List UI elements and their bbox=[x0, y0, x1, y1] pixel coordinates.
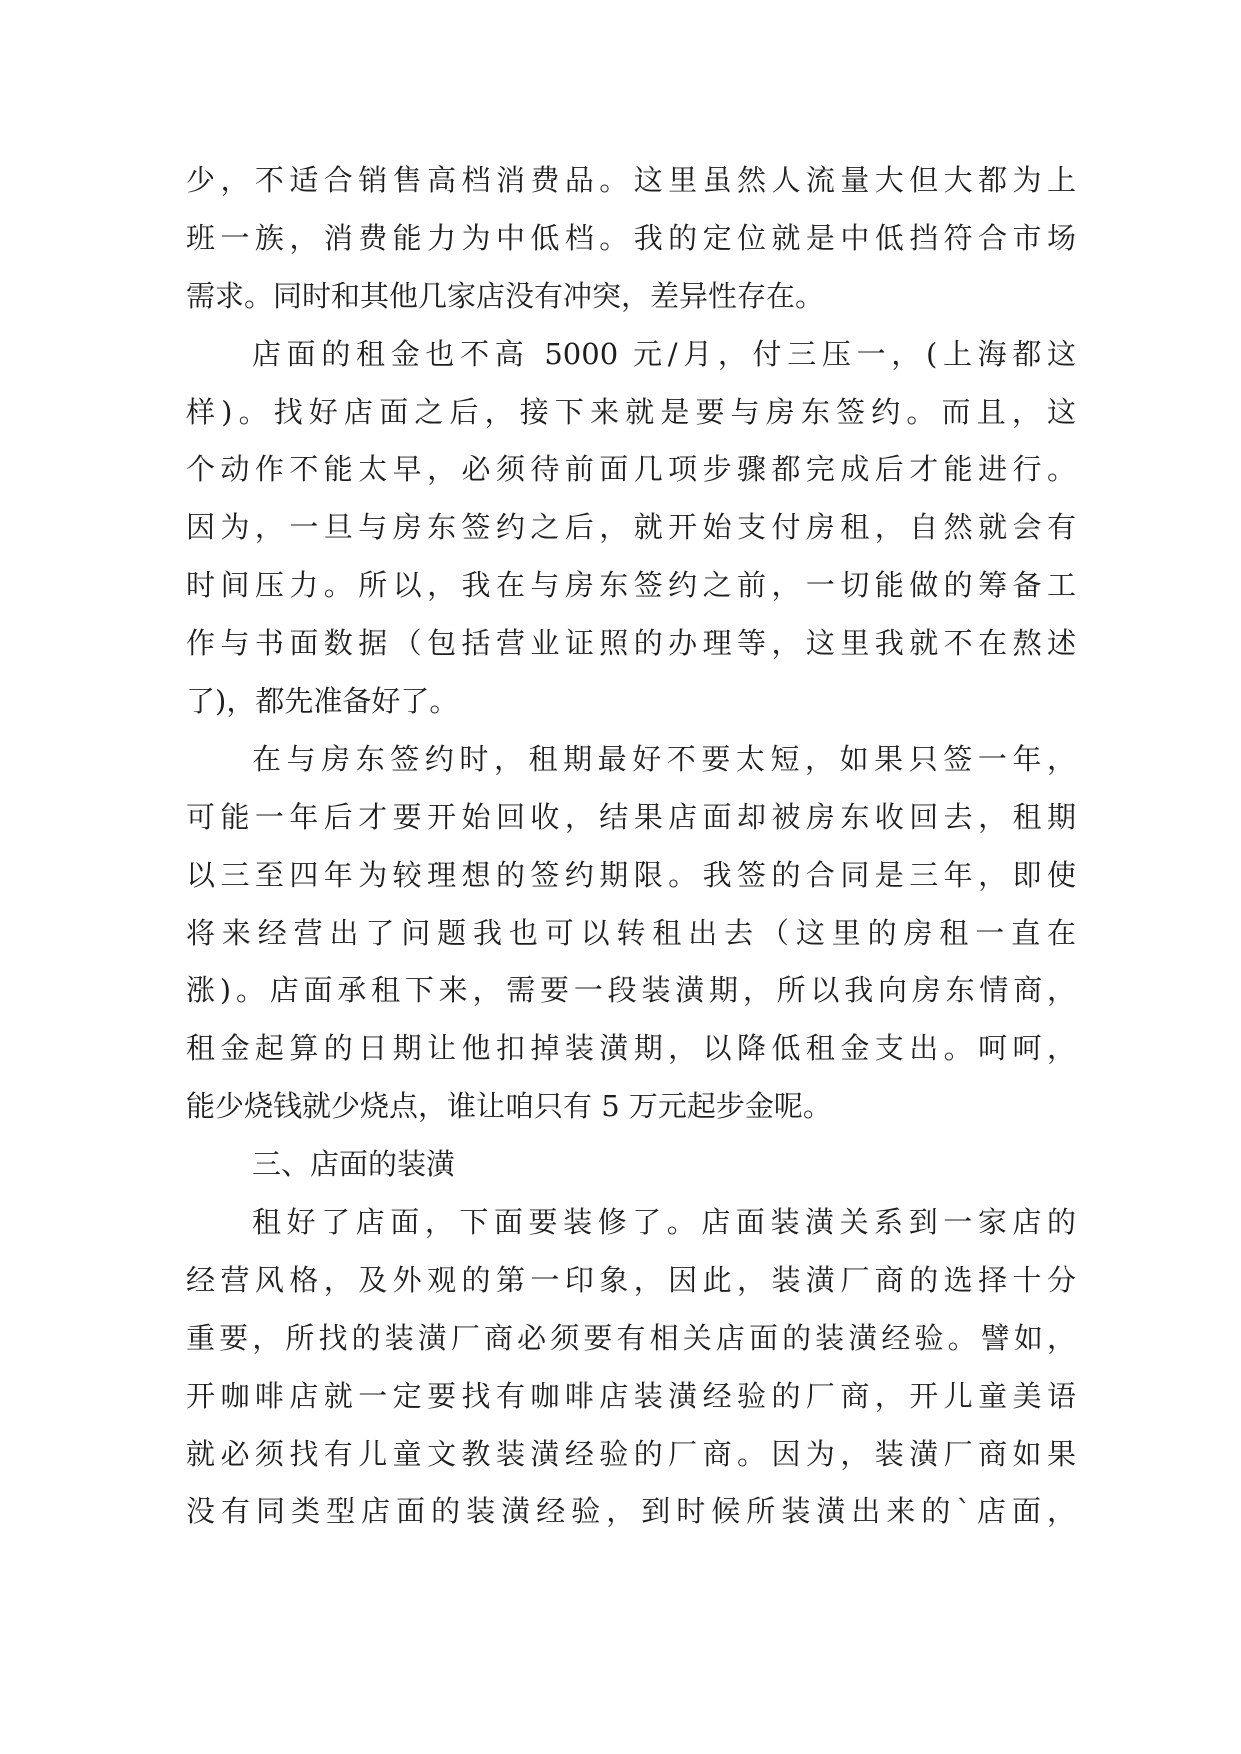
text-line: 班一族，消费能力为中低档。我的定位就是中低挡符合市场 bbox=[186, 220, 1076, 255]
text-line: 没有同类型店面的装潢经验，到时候所装潢出来的`店面， bbox=[186, 1494, 1076, 1529]
text-line: 可能一年后才要开始回收，结果店面却被房东收回去，租期 bbox=[186, 799, 1076, 834]
text-line: 经营风格，及外观的第一印象，因此，装潢厂商的选择十分 bbox=[186, 1262, 1076, 1297]
text-line: 时间压力。所以，我在与房东签约之前，一切能做的筹备工 bbox=[186, 568, 1076, 603]
text-line: 个动作不能太早，必须待前面几项步骤都完成后才能进行。 bbox=[186, 452, 1076, 487]
text-line: 在与房东签约时，租期最好不要太短，如果只签一年， bbox=[252, 741, 1076, 776]
text-line: 作与书面数据（包括营业证照的办理等，这里我就不在熬述 bbox=[186, 626, 1076, 661]
text-line: 涨)。店面承租下来，需要一段装潢期，所以我向房东情商， bbox=[186, 973, 1076, 1008]
text-line: 租好了店面，下面要装修了。店面装潢关系到一家店的 bbox=[252, 1205, 1076, 1240]
text-line: 了)，都先准备好了。 bbox=[186, 684, 459, 719]
text-line: 需求。同时和其他几家店没有冲突，差异性存在。 bbox=[186, 278, 825, 313]
text-line: 少，不适合销售高档消费品。这里虽然人流量大但大都为上 bbox=[186, 163, 1076, 197]
text-line: 样)。找好店面之后，接下来就是要与房东签约。而且，这 bbox=[186, 394, 1076, 429]
text-line: 租金起算的日期让他扣掉装潢期，以降低租金支出。呵呵， bbox=[186, 1031, 1076, 1066]
text-line: 以三至四年为较理想的签约期限。我签的合同是三年，即使 bbox=[186, 857, 1076, 892]
text-line: 能少烧钱就少烧点，谁让咱只有 5 万元起步金呢。 bbox=[186, 1089, 832, 1124]
text-line: 重要，所找的装潢厂商必须要有相关店面的装潢经验。譬如， bbox=[186, 1320, 1076, 1355]
text-line: 就必须找有儿童文教装潢经验的厂商。因为，装潢厂商如果 bbox=[186, 1436, 1076, 1471]
section-heading: 三、店面的装潢 bbox=[252, 1147, 456, 1182]
text-line: 店面的租金也不高 5000 元/月，付三压一，(上海都这 bbox=[252, 336, 1076, 371]
body-text bbox=[186, 152, 1076, 1541]
text-line: 开咖啡店就一定要找有咖啡店装潢经验的厂商，开儿童美语 bbox=[186, 1378, 1076, 1413]
text-line: 将来经营出了问题我也可以转租出去（这里的房租一直在 bbox=[186, 915, 1076, 950]
text-line: 因为，一旦与房东签约之后，就开始支付房租，自然就会有 bbox=[186, 510, 1076, 545]
